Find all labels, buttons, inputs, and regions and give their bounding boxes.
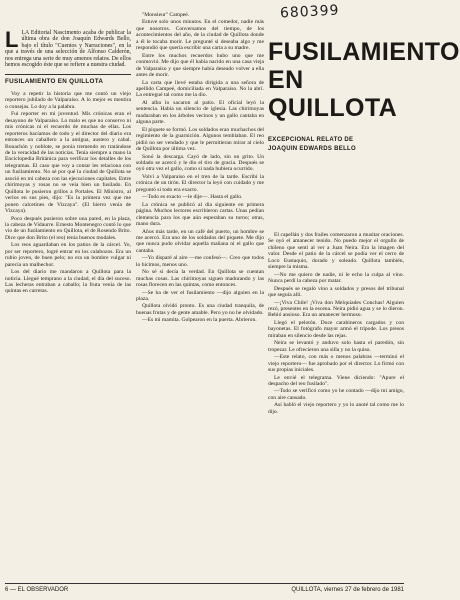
divider — [5, 74, 131, 75]
paragraph: "Monsieur" Campeé. — [142, 12, 190, 18]
paragraph: Le envié el telegrama. Viene diciendo: "Apure el despacho del reo fusilado". — [268, 374, 404, 387]
paragraph: Fui reporter en mi juventud. Mis crónicas eran el desayuno de Valparaíso. Lo malo es que no conservo ni mis crónicas ni el recuerdo de muchas de ellas. Los reporteros hacíamos de todo y el director del diario era entonces un caballero a la antigua, austero y cabal. Bonachón y noblote, se ponía tremendo en tratándose de la veracidad de las noticias. Tenía siempre a mano la Enciclopedia Británica para verificar los detalles de los telegramas. El caso que voy a contar les relaciona con un fusilamiento. No sé por qué la ciudad de Quillota se asoció en mi cabeza con las ejecuciones capitales. Entre chirimoyas y rosas no se veía bien un fusilado. En Quillota le pusieron grillos a Portales. El Ministro, al verlos en sus pies, dijo: "Es la primera vez que me ponen calcetines de Vizcaya". (El hierro venía de Vizcaya). — [5, 111, 131, 215]
handwritten-annotation: 680399 — [279, 2, 340, 22]
paragraph: El piquete se formó. Los soldados eran muchachos del regimiento de la guarnición. Algunos temblaban. El reo pidió no ser vendado y que le permitieran mirar al cielo de Quillota por última vez. — [136, 126, 264, 153]
headline-line-1: FUSILAMIENTO — [268, 38, 460, 66]
footer-dateline: QUILLOTA, viernes 27 de febrero de 1981 — [291, 587, 404, 593]
paragraph: Sonó la descarga. Cayó de lado, sin un grito. Un soldado se acercó y le dio el tiro de gracia. Después se oyó otra vez el gallo, como si nada hubiera ocurrido. — [136, 153, 264, 173]
paragraph: Entre los muchos recuerdos hubo uno que me conmovió. Me dijo que él había nacido en una casa vieja de Valparaíso y que siempre había deseado volver a ella antes de morir. — [136, 52, 264, 79]
section-subhead: FUSILAMIENTO EN QUILLOTA — [5, 78, 104, 86]
column-left-body — [5, 91, 131, 295]
paragraph: Estuve solo unos minutos. En el comedor, nadie más que nosotros. Conversamos del tiempo, de los acontecimientos del año, de la ciudad de Quillota donde a él le tocaba morir. Le pregunté si deseaba algo y me respondió que quería escribir una carta a su madre. — [136, 19, 264, 52]
paragraph: —Este relato, con más o menos palabras —terminó el viejo reportero— fue aprobado por el director. Lo firmó con sus propias iniciales. — [268, 354, 404, 374]
paragraph: —No me quiero de nadie, ni le echo la culpa al vino. Nunca perdí la cabeza por matar. — [268, 271, 404, 285]
paragraph: Llegó el pelotón. Doce carabineros cargados y con bayonetas. El fotógrafo mayor armó el trípode. Los presos miraban en silencio desde las rejas. — [268, 319, 404, 339]
paragraph: No sé si decía la verdad. En Quillota se cuentan muchas cosas. Las chirimoyas siguen madurando y las rosas florecen en las quintas, como entonces. — [136, 269, 264, 289]
paragraph: Al alba lo sacaron al patio. El oficial leyó la sentencia. Había un silencio de iglesia. Las chirimoyas maduraban en los árboles vecinos y un gallo cantaba en alguna parte. — [136, 99, 264, 126]
headline-line-3: QUILLOTA — [268, 94, 398, 122]
drop-cap: L — [5, 27, 19, 52]
byline — [268, 136, 404, 154]
intro-text: LA Editorial Nascimento acaba de publicar la última obra de don Joaquín Edwards Bello, bajo el título "Cuentos y Narraciones", en la que a través de una selección de Alfonso Calderón, nos entrega una serie de muy amenos relatos. De ellos hemos escogido éste que se refiere a nuestra ciudad. — [5, 30, 131, 69]
paragraph: Neira se levantó y anduvo solo hasta el paredón, sin tropezar. Le ofrecieron una silla y no la quiso. — [268, 340, 404, 353]
page-footer — [5, 583, 404, 596]
footer-page-label: 6 — EL OBSERVADOR — [5, 587, 69, 593]
headline-block — [268, 38, 460, 154]
byline-line-1: EXCEPCIONAL RELATO DE — [268, 137, 354, 143]
byline-line-2: JOAQUIN EDWARDS BELLO — [268, 146, 356, 152]
paragraph: Volví a Valparaíso en el tren de la tarde. Escribí la crónica de un tirón. El director la leyó con cuidado y me preguntó si todo era exacto. — [136, 173, 264, 193]
paragraph: Los reos aguardaban en los patios de la cárcel. Yo, por ser reportero, logré entrar en los calabozos. Era un rubio joven, de buen pelo; no era un hombre vulgar ni parecía un malhechor. — [5, 242, 131, 268]
intro-paragraph — [5, 27, 131, 69]
paragraph: Voy a repetir la historia que me contó un viejo reportero jubilado de Valparaíso. A lo mejor es mentira o consejas. Lo doy a la palabra. — [5, 90, 131, 110]
paragraph: Así habló el viejo reportero y yo lo anoté tal como me lo dijo. — [268, 402, 404, 415]
paragraph: —¡Viva Chile! ¡Viva don Melquíades Conchas! Alguien rezó, presentes en la escena. Neira pidió agua y se lo dieron. Bebió ansioso. Era un amanecer hermoso. — [268, 299, 404, 319]
paragraph: —Yo disparé al aire —me confesó—. Creo que todos lo hicimos, menos uno. — [136, 255, 264, 268]
paragraph: —Es mi mamita. Golpearon en la puerta. Abrieron. — [142, 317, 257, 324]
paragraph: —Se ha de ver el fusilamiento —dijo alguien en la plaza. — [136, 289, 264, 303]
paragraph: El capellán y dos frailes comenzaron a musitar oraciones. Se oyó el amanecer tenido. No puedo mejor el orgullo de chileno que sentí al ver a Juan Neira. Era la imagen del valor. Desde el patio de la cárcel se podía ver el cerro de Loco Eustaquio, dorado y soleado. Quillota también, siempre la misma. — [268, 232, 404, 271]
column-left — [5, 27, 131, 570]
paragraph: Quillota olvidó pronto. Es una ciudad tranquila, de buenas frutas y de gente amable. Pero yo no he olvidado. — [136, 303, 264, 316]
paragraph: Después se regaló vino a soldados y presos del tribunal que seguía allí. — [268, 285, 404, 299]
paragraph: La crónica se publicó al día siguiente en primera página. Muchos lectores escribieron cartas. Unas pedían clemencia para los que aún esperaban su turno; otras, mano dura. — [136, 201, 264, 228]
paragraph: Los del diario me mandaron a Quillota para la noticia. Llegué temprano a la ciudad, el día del suceso. Las lecheras entraban a caballo; la fruta venía de las quintas en carretas. — [5, 269, 131, 295]
column-right — [268, 232, 404, 577]
paragraph: —Todo es exacto —le dije—. Hasta el gallo. — [142, 194, 243, 201]
column-middle — [136, 12, 264, 572]
paragraph: La carta que llevé estaba dirigida a una señora de apellido Campeé, domiciliada en Valparaíso. No la abrí. La entregué tal como me la dio. — [136, 79, 264, 99]
paragraph: Poco después pusieron sobre una pared, en la plaza, la cabeza de Vidaurre. Ernesto Montenegro contó lo que vio de un fusilamiento en Quillota, el de Rosendo Brito. Dice que don Brito (el reo) tenía buenos modales. — [5, 215, 131, 241]
headline — [268, 38, 460, 122]
paragraph: —Todo se verificó como yo he contado —dijo mi amigo, con aire cansado. — [268, 388, 404, 401]
paragraph: Años más tarde, en un café del puerto, un hombre se me acercó. Era uno de los soldados del piquete. Me dijo que nunca pudo olvidar aquella mañana ni el gallo que cantaba. — [136, 228, 264, 254]
headline-line-2: EN — [268, 66, 304, 94]
